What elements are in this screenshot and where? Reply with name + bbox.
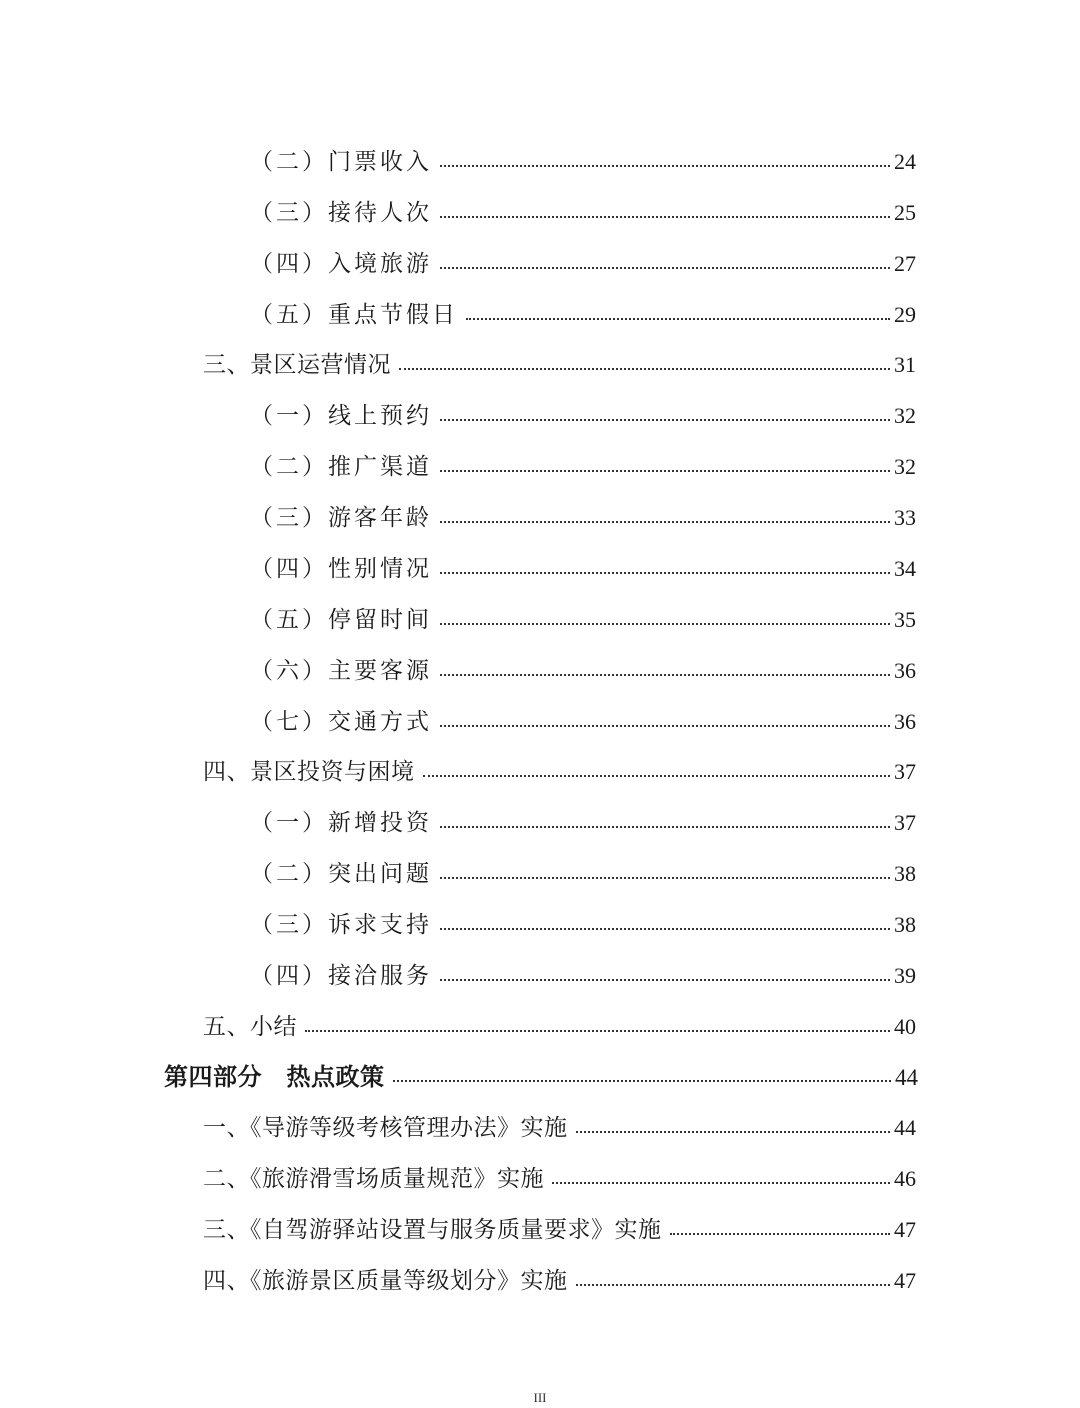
toc-entry-page: 33 [894, 505, 916, 530]
toc-entry-page: 25 [894, 200, 916, 225]
toc-entry-label: （二）门票收入 [250, 149, 432, 175]
toc-leader-dots [440, 928, 890, 930]
toc-entry-label: （四）接洽服务 [250, 963, 432, 989]
toc-entry[interactable] [250, 854, 916, 894]
toc-entry-page: 32 [894, 454, 916, 479]
toc-entry[interactable] [203, 1210, 916, 1250]
toc-leader-dots [440, 419, 890, 421]
toc-leader-dots [466, 318, 890, 320]
toc-entry-label: 三、景区运营情况 [203, 352, 391, 378]
toc-entry-page: 47 [894, 1268, 916, 1293]
toc-entry-page: 35 [894, 607, 916, 632]
toc-entry-label: （四）性别情况 [250, 556, 432, 582]
toc-entry[interactable] [203, 345, 916, 385]
toc-entry-page: 47 [894, 1217, 916, 1242]
toc-leader-dots [440, 267, 890, 269]
toc-entry-label: （一）新增投资 [250, 810, 432, 836]
toc-entry[interactable] [203, 1007, 916, 1047]
toc-leader-dots [440, 165, 890, 167]
toc-entry[interactable] [250, 447, 916, 487]
toc-entry-label: 一、《导游等级考核管理办法》实施 [203, 1115, 568, 1141]
toc-entry[interactable] [203, 752, 916, 792]
toc-leader-dots [440, 979, 890, 981]
toc-leader-dots [305, 1030, 890, 1032]
toc-leader-dots [440, 572, 890, 574]
toc-entry-page: 40 [894, 1014, 916, 1039]
page-number: III [533, 1390, 547, 1405]
toc-entry-page: 37 [894, 759, 916, 784]
toc-entry-label: （三）游客年龄 [250, 505, 432, 531]
toc-entry-page: 36 [894, 658, 916, 683]
toc-entry-page: 38 [894, 861, 916, 886]
toc-entry-label: （三）接待人次 [250, 200, 432, 226]
toc-entry[interactable] [250, 600, 916, 640]
toc-entry-page: 39 [894, 963, 916, 988]
toc-entry-page: 44 [894, 1115, 916, 1140]
toc-entry[interactable] [250, 396, 916, 436]
toc-entry[interactable] [250, 905, 916, 945]
toc-leader-dots [399, 368, 890, 370]
toc-entry-page: 34 [894, 556, 916, 581]
toc-entry-label: 三、《自驾游驿站设置与服务质量要求》实施 [203, 1217, 662, 1243]
toc-leader-dots [440, 216, 890, 218]
toc-entry-label: 二、《旅游滑雪场质量规范》实施 [203, 1166, 544, 1192]
toc-leader-dots [576, 1131, 891, 1133]
toc-leader-dots [440, 674, 890, 676]
toc-entry-label: （三）诉求支持 [250, 912, 432, 938]
toc-entry[interactable] [250, 142, 916, 182]
toc-entry[interactable] [250, 498, 916, 538]
toc-leader-dots [440, 521, 890, 523]
toc-entry-label: （二）突出问题 [250, 861, 432, 887]
toc-leader-dots [440, 725, 890, 727]
toc-entry-label: （四）入境旅游 [250, 251, 432, 277]
toc-entry-label: 第四部分 热点政策 [164, 1063, 385, 1091]
toc-entry-page: 29 [894, 302, 916, 327]
toc-entry[interactable] [250, 549, 916, 589]
toc-entry-label: （五）重点节假日 [250, 302, 458, 328]
toc-entry-label: （六）主要客源 [250, 658, 432, 684]
toc-entry-page: 31 [894, 352, 916, 377]
toc-entry[interactable] [250, 651, 916, 691]
toc-entry-page: 44 [895, 1065, 918, 1090]
toc-entry[interactable] [250, 956, 916, 996]
toc-leader-dots [440, 623, 890, 625]
toc-leader-dots [423, 775, 891, 777]
toc-entry-label: （七）交通方式 [250, 709, 432, 735]
toc-leader-dots [440, 877, 890, 879]
toc-entry[interactable] [250, 244, 916, 284]
toc-entry-page: 27 [894, 251, 916, 276]
toc-entry-page: 37 [894, 810, 916, 835]
toc-leader-dots [393, 1080, 892, 1082]
toc-entry[interactable] [203, 1159, 916, 1199]
toc-leader-dots [440, 470, 890, 472]
toc-entry[interactable] [164, 1057, 918, 1097]
toc-leader-dots [670, 1233, 891, 1235]
toc-entry-label: （二）推广渠道 [250, 454, 432, 480]
toc-entry[interactable] [250, 803, 916, 843]
toc-entry-page: 38 [894, 912, 916, 937]
toc-entry[interactable] [203, 1261, 916, 1301]
toc-leader-dots [576, 1284, 891, 1286]
toc-entry-label: 四、《旅游景区质量等级划分》实施 [203, 1268, 568, 1294]
toc-entry[interactable] [250, 295, 916, 335]
toc-entry-page: 32 [894, 403, 916, 428]
toc-entry-label: （一）线上预约 [250, 403, 432, 429]
toc-entry[interactable] [250, 702, 916, 742]
toc-entry-page: 46 [894, 1166, 916, 1191]
toc-entry[interactable] [250, 193, 916, 233]
toc-entry-page: 24 [894, 149, 916, 174]
toc-leader-dots [552, 1182, 890, 1184]
toc-entry-label: 五、小结 [203, 1014, 297, 1040]
toc-leader-dots [440, 826, 890, 828]
toc-entry[interactable] [203, 1108, 916, 1148]
toc-entry-label: （五）停留时间 [250, 607, 432, 633]
toc-entry-page: 36 [894, 709, 916, 734]
toc-entry-label: 四、景区投资与困境 [203, 759, 415, 785]
